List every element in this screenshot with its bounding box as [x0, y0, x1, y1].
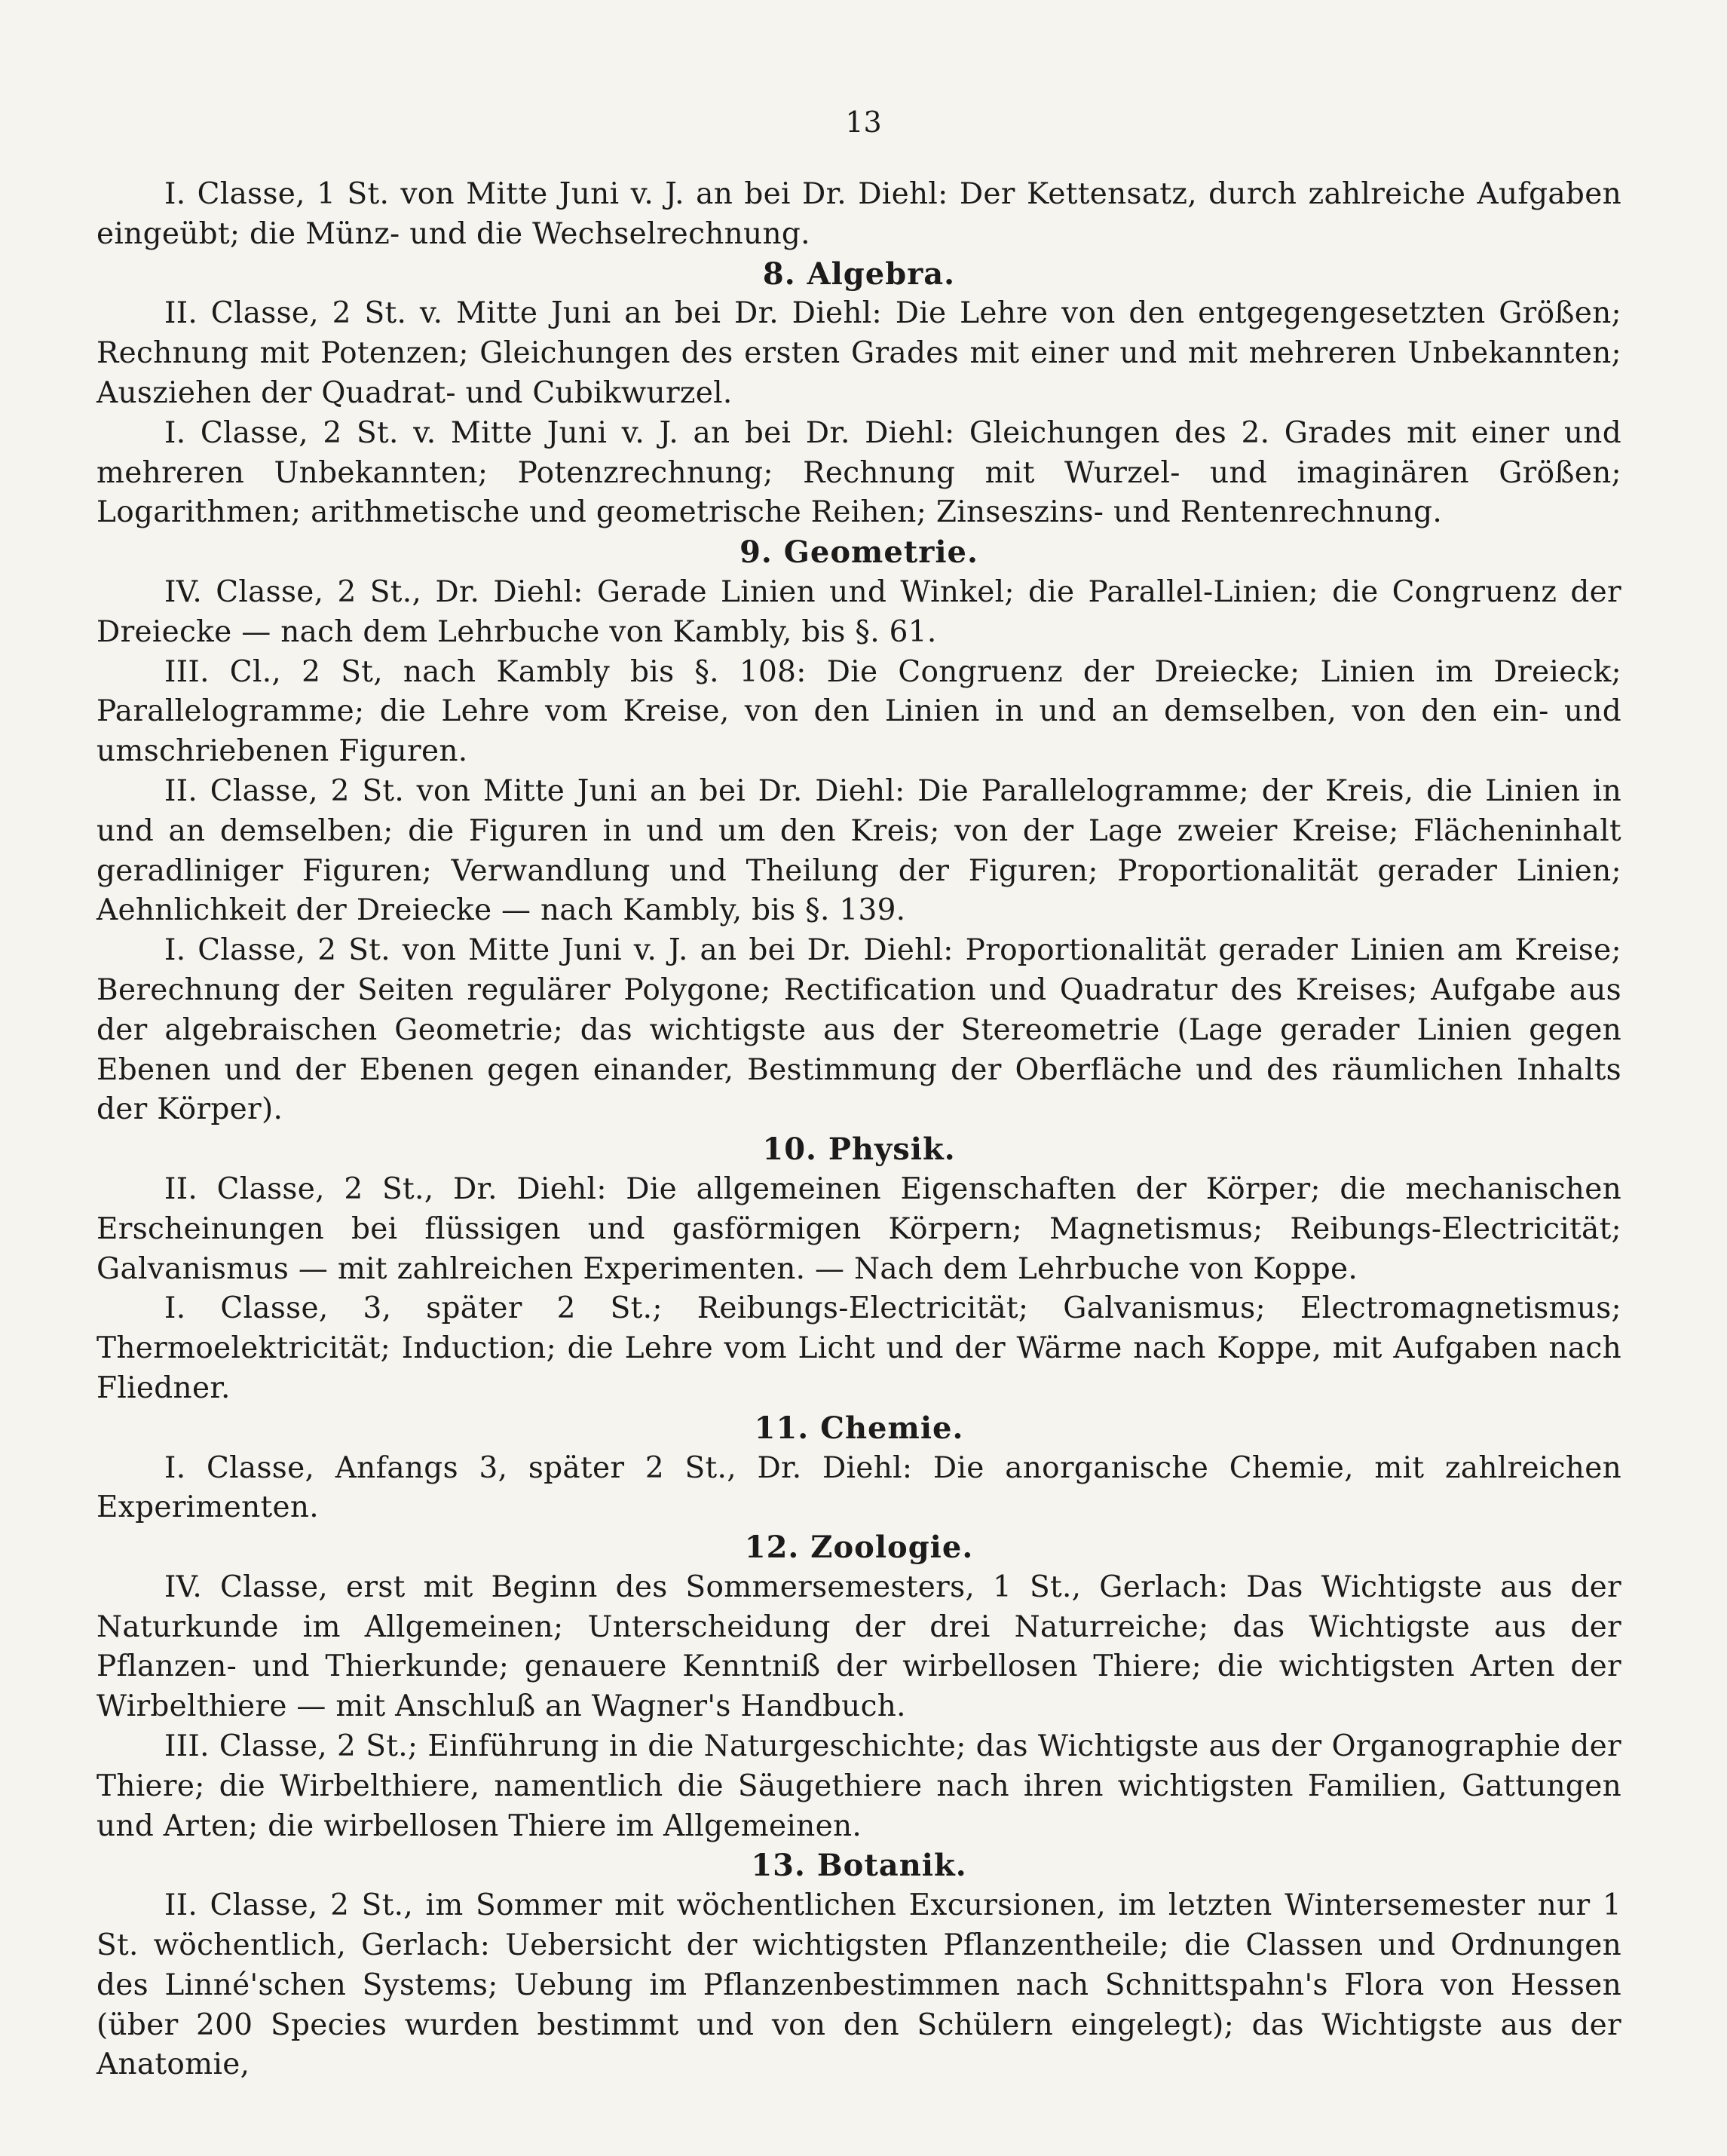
section-heading-zoologie: 12. Zoologie. — [744, 1530, 974, 1566]
paragraph: II. Classe, 2 St. v. Mitte Juni an bei Dr. Diehl: Die Lehre von den entgegengesetzten Größen; Rechnung mit Potenzen; Gleichungen des ersten Grades mit einer und mit mehreren Unbekannten; Ausziehen der Quadrat- und Cubikwurzel. — [96, 296, 1621, 410]
paragraph: II. Classe, 2 St., Dr. Diehl: Die allgemeinen Eigenschaften der Körper; die mechanischen Erscheinungen bei flüssigen und gasförmigen Körpern; Magnetismus; Reibungs-Electricität; Galvanismus — mit zahlreichen Experimenten. — Nach dem Lehrbuche von Koppe. — [96, 1171, 1621, 1286]
paragraph: I. Classe, 2 St. von Mitte Juni v. J. an bei Dr. Diehl: Proportionalität gerader Linien am Kreise; Berechnung der Seiten regulärer Polygone; Rectification und Quadratur des Kreises; Aufgabe aus der algebraischen Geometrie; das wichtigste aus der Stereometrie (Lage gerader Linien gegen Ebenen und der Ebenen gegen einander, Bestimmung der Oberfläche und des räumlichen Inhalts der Körper). — [96, 933, 1621, 1127]
section-heading-algebra: 8. Algebra. — [762, 256, 956, 292]
paragraph: III. Classe, 2 St.; Einführung in die Naturgeschichte; das Wichtigste aus der Organographie der Thiere; die Wirbelthiere, namentlich die Säugethiere nach ihren wichtigsten Familien, Gattungen und Arten; die wirbellosen Thiere im Allgemeinen. — [96, 1729, 1621, 1843]
paragraph: I. Classe, Anfangs 3, später 2 St., Dr. Diehl: Die anorganische Chemie, mit zahlreichen Experimenten. — [96, 1450, 1621, 1525]
paragraph: IV. Classe, 2 St., Dr. Diehl: Gerade Linien und Winkel; die Parallel-Linien; die Congruenz der Dreiecke — nach dem Lehrbuche von Kambly, bis §. 61. — [96, 574, 1621, 649]
section-heading-physik: 10. Physik. — [762, 1132, 956, 1168]
paragraph: I. Classe, 1 St. von Mitte Juni v. J. an bei Dr. Diehl: Der Kettensatz, durch zahlreiche Aufgaben eingeübt; die Münz- und die Wechselrechnung. — [96, 177, 1621, 251]
paragraph: II. Classe, 2 St., im Sommer mit wöchentlichen Excursionen, im letzten Wintersemester nur 1 St. wöchentlich, Gerlach: Uebersicht der wichtigsten Pflanzentheile; die Classen und Ordnungen des Linné'schen Systems; Uebung im Pflanzenbestimmen nach Schnittspahn's Flora von Hessen (über 200 Species wurden bestimmt und von den Schülern eingelegt); das Wichtigste aus der Anatomie, — [96, 1888, 1621, 2082]
paragraph: I. Classe, 2 St. v. Mitte Juni v. J. an bei Dr. Diehl: Gleichungen des 2. Grades mit einer und mehreren Unbekannten; Potenzrechnung; Rechnung mit Wurzel- und imaginären Größen; Logarithmen; arithmetische und geometrische Reihen; Zinseszins- und Rentenrechnung. — [96, 415, 1621, 530]
section-heading-chemie: 11. Chemie. — [754, 1410, 964, 1446]
paragraph: III. Cl., 2 St, nach Kambly bis §. 108: Die Congruenz der Dreiecke; Linien im Dreieck; Parallelogramme; die Lehre vom Kreise, von den Linien in und an demselben, von den ein- und umschriebenen Figuren. — [96, 654, 1621, 769]
section-heading-geometrie: 9. Geometrie. — [739, 534, 978, 571]
paragraph: IV. Classe, erst mit Beginn des Sommersemesters, 1 St., Gerlach: Das Wichtigste aus der Naturkunde im Allgemeinen; Unterscheidung der drei Naturreiche; das Wichtigste aus der Pflanzen- und Thierkunde; genauere Kenntniß der wirbellosen Thiere; die wichtigsten Arten der Wirbelthiere — mit Anschluß an Wagner's Handbuch. — [96, 1570, 1621, 1724]
section-heading-botanik: 13. Botanik. — [751, 1848, 967, 1884]
page-body — [96, 175, 1621, 2085]
paragraph: I. Classe, 3, später 2 St.; Reibungs-Electricität; Galvanismus; Electromagnetismus; Thermoelektricität; Induction; die Lehre vom Licht und der Wärme nach Koppe, mit Aufgaben nach Fliedner. — [96, 1291, 1621, 1405]
paragraph: II. Classe, 2 St. von Mitte Juni an bei Dr. Diehl: Die Parallelogramme; der Kreis, die Linien in und an demselben; die Figuren in und um den Kreis; von der Lage zweier Kreise; Flächeninhalt geradliniger Figuren; Verwandlung und Theilung der Figuren; Proportionalität gerader Linien; Aehnlichkeit der Dreiecke — nach Kambly, bis §. 139. — [96, 773, 1621, 928]
page-number: 13 — [845, 106, 882, 139]
